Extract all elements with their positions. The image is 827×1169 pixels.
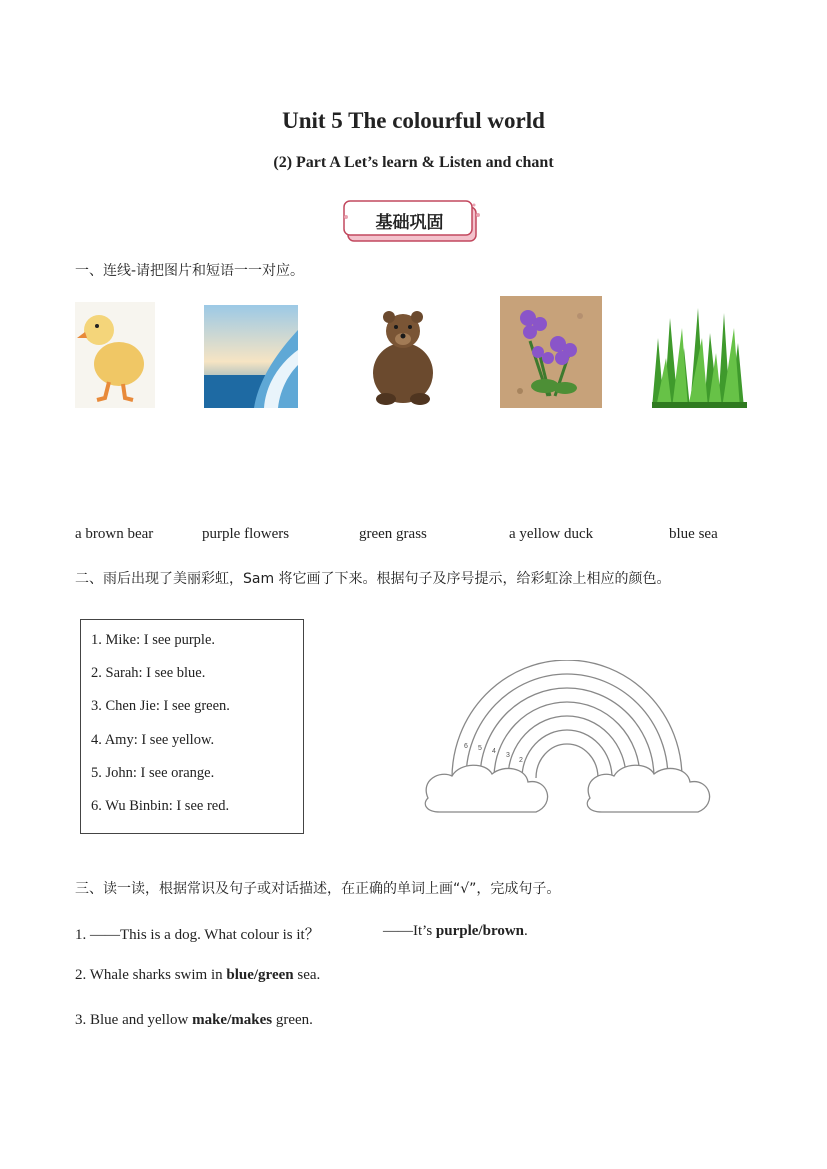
rainbow-number: 3 [506,752,510,759]
duckling-picture [75,302,155,408]
page-title: Unit 5 The colourful world [282,108,545,133]
color-sentences-box [80,619,304,834]
rainbow-number: 4 [492,748,496,755]
question-1-prompt: 1. ——This is a dog. What colour is it？ [75,927,320,943]
phrase-purple-flowers: purple flowers [202,526,290,542]
phrase-blue-sea: blue sea [669,526,718,542]
badge-label: 基础巩固 [375,213,444,232]
rainbow-number: 5 [478,745,482,752]
choice-purple-brown[interactable]: purple/brown [435,923,525,939]
rainbow-drawing [420,660,715,820]
sentence-line: 2. Sarah: I see blue. [91,665,206,681]
sentence-line: 1. Mike: I see purple. [91,632,216,648]
sentence-line: 5. John: I see orange. [91,765,215,781]
section-3-instruction: 三、读一读，根据常识及句子或对话描述，在正确的单词上画“√”，完成句子。 [75,881,561,897]
rainbow-number: 6 [464,743,468,750]
section-1-instruction: 一、连线-请把图片和短语一一对应。 [75,263,305,279]
phrase-brown-bear: a brown bear [75,526,154,542]
question-1 [75,923,528,944]
sentence-line: 3. Chen Jie: I see green. [91,698,230,714]
sentence-line: 4. Amy: I see yellow. [91,732,215,748]
phrase-green-grass: green grass [359,526,427,542]
choice-blue-green[interactable]: blue/green [226,967,294,983]
question-1-answer: ——It’s purple/brown. [383,923,528,939]
bear-picture [364,303,442,407]
question-3: 3. Blue and yellow make/makes green. [75,1012,313,1028]
choice-make-makes[interactable]: make/makes [192,1012,273,1028]
page-subtitle: (2) Part A Let’s learn & Listen and chant [273,154,554,171]
violet-flowers-picture [500,296,602,408]
section-2-instruction: 二、雨后出现了美丽彩虹，Sam 将它画了下来。根据句子及序号提示，给彩虹涂上相应的颜色。 [75,571,671,587]
sea-wave-picture [204,305,298,408]
question-2: 2. Whale sharks swim in blue/green sea. [75,967,321,983]
sentence-line: 6. Wu Binbin: I see red. [91,798,230,814]
phrase-yellow-duck: a yellow duck [509,526,594,542]
grass-picture [652,298,747,408]
rainbow-number: 2 [519,757,523,764]
